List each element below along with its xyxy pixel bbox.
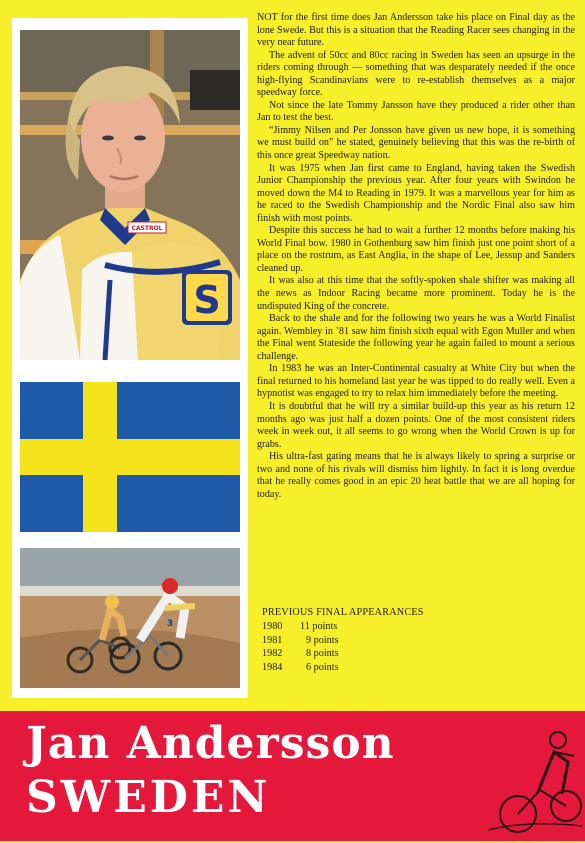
swedish-flag <box>20 382 240 532</box>
flag-cross-horizontal <box>20 439 240 475</box>
article-paragraph: Despite this success he had to wait a further 12 months before making his World Final bow. 1980 in Gothenburg saw him finish just one point short of a place on the rostrum, as East Anglia, in the shape of Lee, Jessup and Sanders cleaned up. <box>257 225 575 274</box>
final-points: 6 points <box>306 661 339 673</box>
rider-portrait-photo <box>20 30 240 360</box>
article-paragraph: The advent of 50cc and 80cc racing in Sweden has seen an upsurge in the riders coming through — something that was desparately needed if the once high-flying Scandinavians were to re-establish themselves as a major speedway force. <box>257 49 575 99</box>
speedway-rider-logo-icon <box>478 722 584 838</box>
collar-badge-text: CASTROL <box>131 225 163 232</box>
article-paragraph: In 1983 he was an Inter-Continental casualty at White City but when the final returned to his homeland last year he was tipped to do really well. Even a hypnotist was engaged to try to relax him immediately before the meeting. <box>257 363 575 400</box>
rider-number: 3 <box>166 619 174 629</box>
final-year: 1981 <box>262 634 283 646</box>
article-paragraph: Back to the shale and for the following two years he was a World Finalist again. Wembley in ’81 saw him finish sixth equal with Egon Muller and when the Final went Stateside the following year he again failed to mount a serious challenge. <box>257 313 575 362</box>
table-row <box>262 648 462 662</box>
rider-country: SWEDEN <box>26 772 271 823</box>
portrait-illustration <box>20 30 240 360</box>
final-points: 11 points <box>300 621 338 632</box>
final-points: 9 points <box>306 634 339 646</box>
previous-finals-heading: PREVIOUS FINAL APPEARANCES <box>262 607 424 618</box>
previous-finals-table <box>262 607 462 675</box>
final-year: 1984 <box>262 661 283 673</box>
suit-s-letter: S <box>193 278 221 322</box>
article-paragraph: It was 1975 when Jan first came to England, having taken the Swedish Junior Championship the previous year. After four years with Swindon he moved down the M4 to Reading in 1979. It was a marvellous year for him as he raced to the Swedish Championship and the Nordic Final also saw him finish with most points. <box>257 162 575 224</box>
article-paragraph: Not since the late Tommy Jansson have they produced a rider other than Jan to test the best. <box>257 99 575 124</box>
table-row <box>262 635 462 649</box>
flag-cross-vertical <box>83 382 117 532</box>
final-points: 8 points <box>306 648 339 659</box>
action-illustration <box>20 548 240 688</box>
article-paragraph: It is doubtful that he will try a similar build-up this year as his return 12 months ago was just half a dozen points. One of the most consistent riders week in week out, it all seems to go wrong when the World Crown is up for grabs. <box>257 400 575 450</box>
table-row <box>262 662 462 676</box>
article-body <box>257 12 575 501</box>
table-row <box>262 621 462 635</box>
final-year: 1982 <box>262 648 283 659</box>
article-paragraph: It was also at this time that the softly-spoken shale shifter was making all the news as Indoor Racing became more prominent. Today he is the undisputed King of the concrete. <box>257 275 575 312</box>
article-paragraph: “Jimmy Nilsen and Per Jonsson have given us new hope, it is something we must build on” he stated, genuinely believing that this was the re-birth of this once great Speedway nation. <box>257 124 575 162</box>
racing-action-photo <box>20 548 240 688</box>
final-year: 1980 <box>262 621 283 632</box>
article-paragraph: His ultra-fast gating means that he is always likely to spring a surprise or two and none of his rivals will dismiss him lightly. In fact it is long overdue that he really comes good in an epic 20 heat battle that we are all hoping for today. <box>257 451 575 500</box>
rider-name: Jan Andersson <box>26 718 395 769</box>
article-paragraph: NOT for the first time does Jan Andersson take his place on Final day as the lone Swede. But this is a situation that the Reading Racer sees changing in the very near future. <box>257 12 575 49</box>
photo-column <box>12 18 248 698</box>
